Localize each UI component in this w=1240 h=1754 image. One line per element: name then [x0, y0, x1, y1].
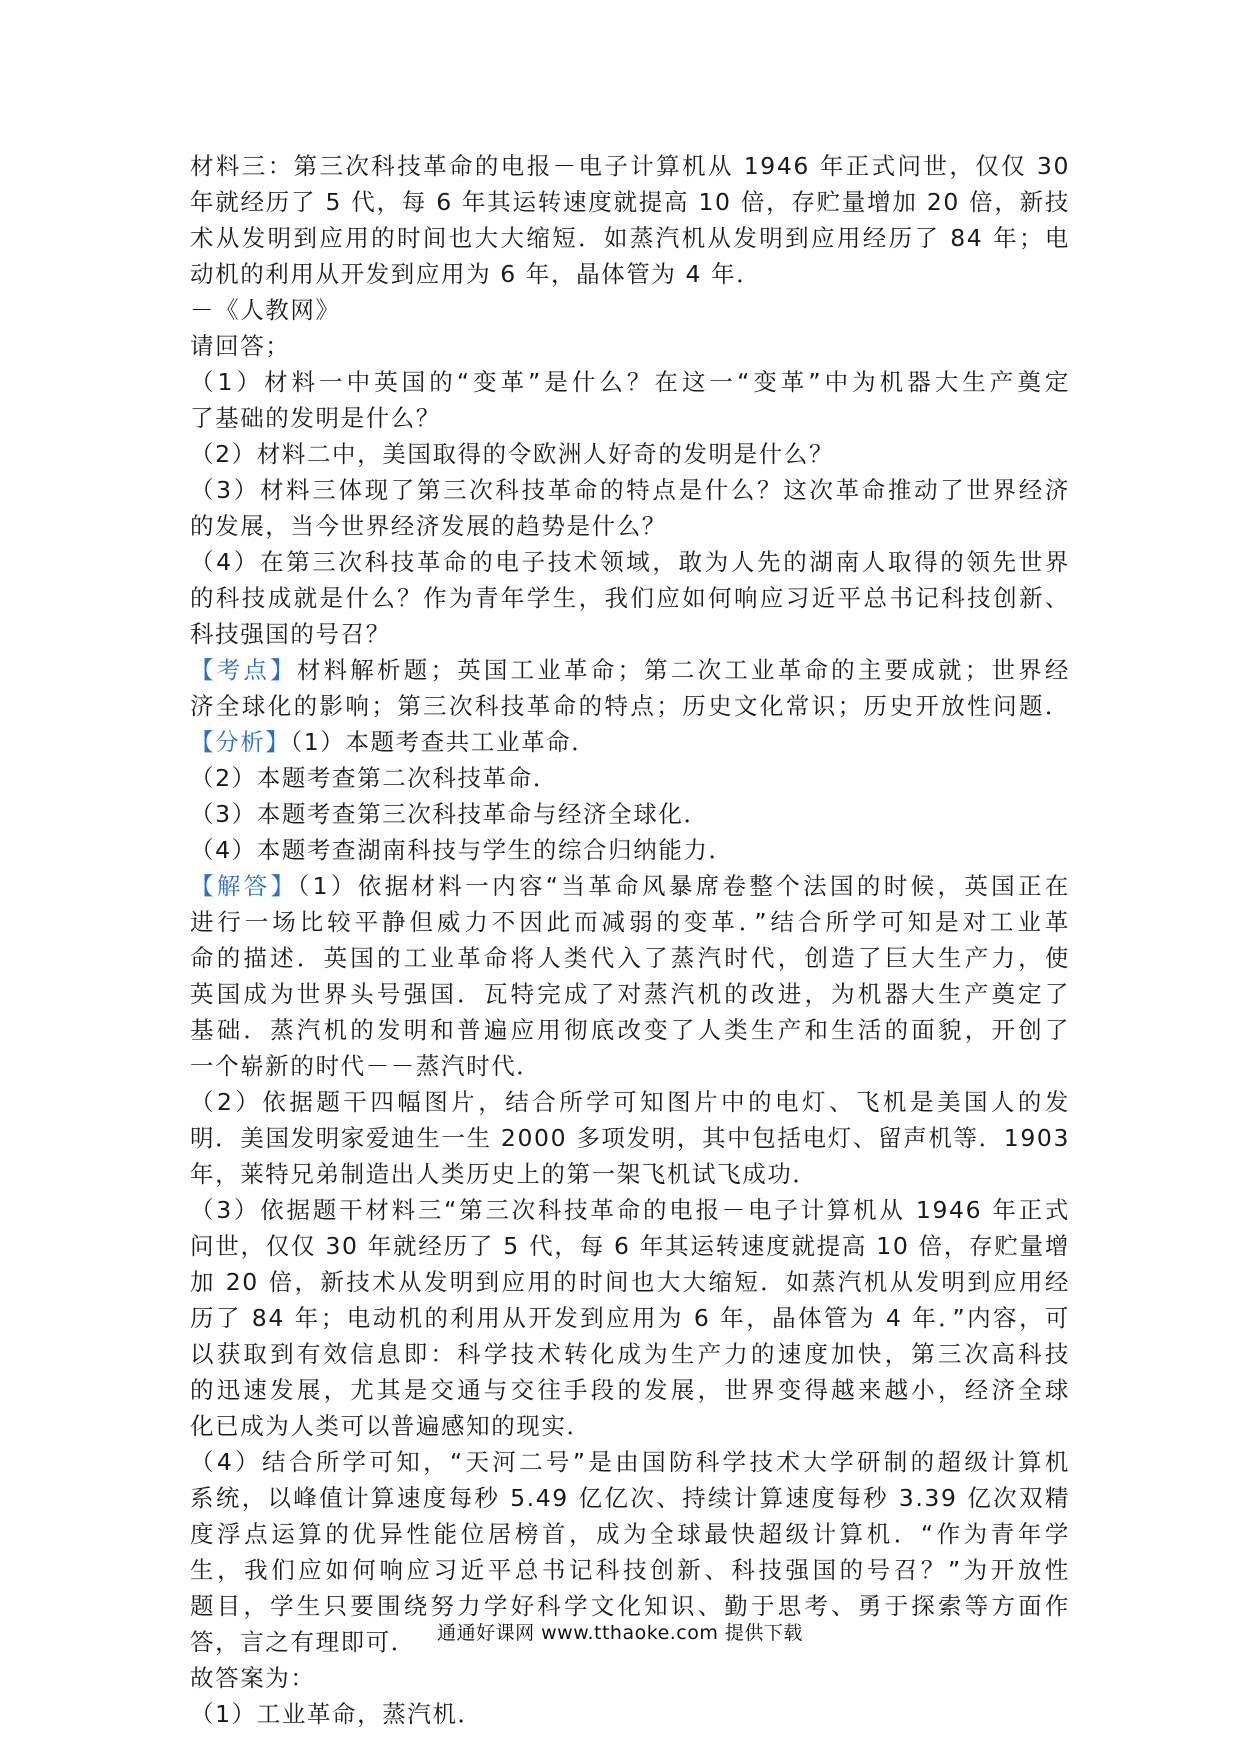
text-line [190, 834, 1070, 866]
line-text: （4）在第三次科技革命的电子技术领域，敢为人先的湖南人取得的领先世界 [190, 548, 1070, 576]
line-text: （4）本题考查湖南科技与学生的综合归纳能力． [190, 836, 734, 864]
text-line [190, 762, 1070, 794]
line-text: （3）本题考查第三次科技革命与经济全球化． [190, 800, 709, 828]
line-text: （3）依据题干材料三“第三次科技革命的电报－电子计算机从 1946 年正式 [190, 1196, 1070, 1224]
text-line [190, 618, 1070, 650]
text-line [190, 942, 1070, 974]
line-text: 题目，学生只要围绕努力学好科学文化知识、勤于思考、勇于探索等方面作 [190, 1592, 1070, 1620]
text-line [190, 1158, 1070, 1190]
text-line [190, 402, 1070, 434]
line-text: 问世，仅仅 30 年就经历了 5 代，每 6 年其运转速度就提高 10 倍，存贮量增 [190, 1232, 1070, 1260]
text-line [190, 1410, 1070, 1442]
line-text: （1）本题考查共工业革命． [290, 728, 597, 756]
line-text: 英国成为世界头号强国．瓦特完成了对蒸汽机的改进，为机器大生产奠定了 [190, 980, 1070, 1008]
text-line [190, 582, 1070, 614]
line-text: 的科技成就是什么？作为青年学生，我们应如何响应习近平总书记科技创新、 [190, 584, 1070, 612]
text-line [190, 258, 1070, 290]
text-line [190, 1518, 1070, 1550]
text-line [190, 1482, 1070, 1514]
line-text: 基础．蒸汽机的发明和普遍应用彻底改变了人类生产和生活的面貌，开创了 [190, 1016, 1070, 1044]
text-line [190, 1338, 1070, 1370]
line-text: 科技强国的号召？ [190, 620, 391, 648]
line-text: 请回答； [190, 332, 291, 360]
line-text: 命的描述．英国的工业革命将人类代入了蒸汽时代，创造了巨大生产力，使 [190, 944, 1070, 972]
text-line [190, 1086, 1070, 1118]
text-line [190, 510, 1070, 542]
text-line [190, 1194, 1070, 1226]
line-text: 答，言之有理即可． [190, 1628, 416, 1656]
line-text: 年，莱特兄弟制造出人类历史上的第一架飞机试飞成功． [190, 1160, 818, 1188]
line-text: （2）本题考查第二次科技革命． [190, 764, 558, 792]
line-text: 了基础的发明是什么？ [190, 404, 441, 432]
text-line [190, 222, 1070, 254]
text-line [190, 186, 1070, 218]
line-text: 术从发明到应用的时间也大大缩短．如蒸汽机从发明到应用经历了 84 年；电 [190, 224, 1070, 252]
text-line [190, 1302, 1070, 1334]
line-text: 动机的利用从开发到应用为 6 年，晶体管为 4 年． [190, 260, 762, 288]
line-text: 材料解析题；英国工业革命；第二次工业革命的主要成就；世界经 [296, 656, 1071, 684]
section-tag: 【分析】 [190, 728, 291, 756]
text-line [190, 366, 1070, 398]
text-line [190, 1266, 1070, 1298]
line-text: （2）材料二中，美国取得的令欧洲人好奇的发明是什么？ [190, 440, 835, 468]
line-text: 的迅速发展，尤其是交通与交往手段的发展，世界变得越来越小，经济全球 [190, 1376, 1070, 1404]
line-text: （1）依据材料一内容“当革命风暴席卷整个法国的时候，英国正在 [297, 872, 1071, 900]
line-text: （1）工业革命，蒸汽机． [190, 1700, 483, 1728]
line-text: 度浮点运算的优异性能位居榜首，成为全球最快超级计算机．“作为青年学 [190, 1520, 1070, 1548]
text-line [190, 294, 1070, 326]
line-text: （3）材料三体现了第三次科技革命的特点是什么？这次革命推动了世界经济 [190, 476, 1070, 504]
text-line [190, 726, 1070, 758]
line-text: 以获取到有效信息即：科学技术转化成为生产力的速度加快，第三次高科技 [190, 1340, 1070, 1368]
section-tag: 【考点】 [190, 656, 297, 684]
line-text: 生，我们应如何响应习近平总书记科技创新、科技强国的号召？”为开放性 [190, 1556, 1070, 1584]
document-body [190, 150, 1070, 1734]
text-line [190, 546, 1070, 578]
text-line [190, 906, 1070, 938]
text-line [190, 1374, 1070, 1406]
text-line [190, 798, 1070, 830]
text-line [190, 1014, 1070, 1046]
line-text: （4）结合所学可知，“天河二号”是由国防科学技术大学研制的超级计算机 [190, 1448, 1070, 1476]
line-text: 系统，以峰值计算速度每秒 5.49 亿亿次、持续计算速度每秒 3.39 亿次双精 [190, 1484, 1070, 1512]
text-line [190, 870, 1070, 902]
text-line [190, 150, 1070, 182]
line-text: 一个崭新的时代－－蒸汽时代． [190, 1052, 542, 1080]
page-footer: 通通好课网 www.tthaoke.com 提供下载 [437, 1622, 803, 1644]
text-line [190, 1662, 1070, 1694]
text-line [190, 1050, 1070, 1082]
text-line [190, 474, 1070, 506]
text-line [190, 1230, 1070, 1262]
line-text: 的发展，当今世界经济发展的趋势是什么？ [190, 512, 667, 540]
section-tag: 【解答】 [190, 872, 298, 900]
line-text: －《人教网》 [190, 296, 341, 324]
text-line [190, 654, 1070, 686]
line-text: 进行一场比较平静但威力不因此而减弱的变革．”结合所学可知是对工业革 [190, 908, 1070, 936]
line-text: 明．美国发明家爱迪生一生 2000 多项发明，其中包括电灯、留声机等．1903 [190, 1124, 1070, 1152]
line-text: （2）依据题干四幅图片，结合所学可知图片中的电灯、飞机是美国人的发 [190, 1088, 1070, 1116]
text-line [190, 1122, 1070, 1154]
line-text: 故答案为： [190, 1664, 316, 1692]
line-text: 化已成为人类可以普遍感知的现实． [190, 1412, 592, 1440]
line-text: 加 20 倍，新技术从发明到应用的时间也大大缩短．如蒸汽机从发明到应用经 [190, 1268, 1070, 1296]
line-text: （1）材料一中英国的“变革”是什么？在这一“变革”中为机器大生产奠定 [190, 368, 1070, 396]
text-line [190, 690, 1070, 722]
text-line [190, 1698, 1070, 1730]
line-text: 材料三：第三次科技革命的电报－电子计算机从 1946 年正式问世，仅仅 30 [190, 152, 1070, 180]
text-line [190, 330, 1070, 362]
text-line [190, 1554, 1070, 1586]
line-text: 年就经历了 5 代，每 6 年其运转速度就提高 10 倍，存贮量增加 20 倍，新技 [190, 188, 1070, 216]
text-line [190, 978, 1070, 1010]
line-text: 济全球化的影响；第三次科技革命的特点；历史文化常识；历史开放性问题． [190, 692, 1070, 720]
text-line [190, 1446, 1070, 1478]
line-text: 历了 84 年；电动机的利用从开发到应用为 6 年，晶体管为 4 年．”内容，可 [190, 1304, 1070, 1332]
text-line [190, 438, 1070, 470]
